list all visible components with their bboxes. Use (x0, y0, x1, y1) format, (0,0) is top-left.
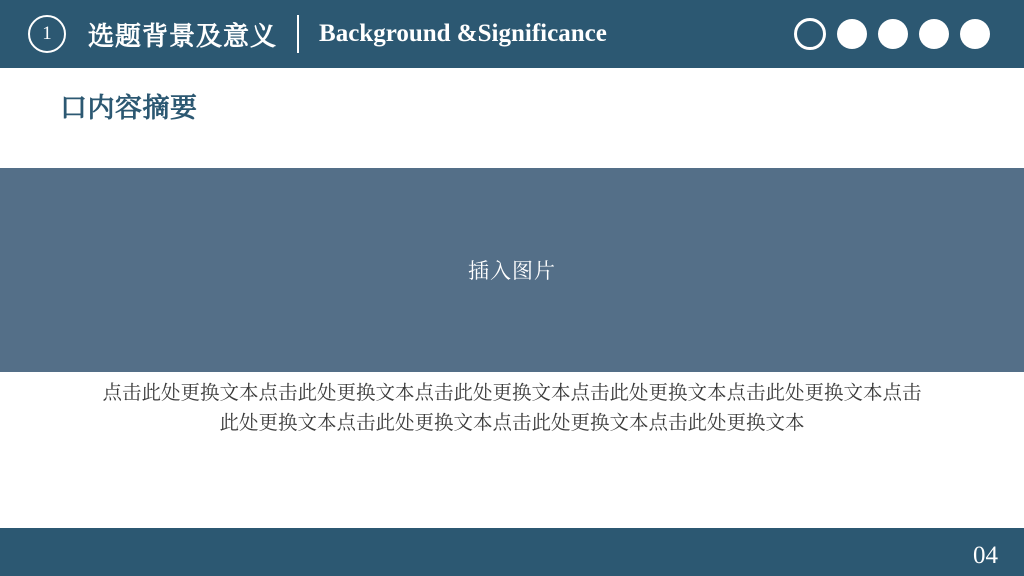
dot-indicator-1-active (794, 18, 826, 50)
slide-footer (0, 532, 1024, 576)
image-placeholder-label: 插入图片 (468, 260, 556, 283)
slide-header (0, 0, 1024, 68)
header-dot-indicators (794, 0, 990, 68)
dot-indicator-5 (960, 19, 990, 49)
image-placeholder[interactable] (0, 168, 1024, 372)
page-number: 04 (973, 542, 998, 569)
dot-indicator-4 (919, 19, 949, 49)
section-number-badge: 1 (28, 15, 66, 53)
dot-indicator-3 (878, 19, 908, 49)
header-title-english: Background &Significance (319, 20, 607, 47)
header-divider (297, 15, 299, 53)
body-paragraph: 点击此处更换文本点击此处更换文本点击此处更换文本点击此处更换文本点击此处更换文本点击此处更换文本点击此处更换文本点击此处更换文本点击此处更换文本 (102, 382, 922, 435)
header-title-chinese: 选题背景及意义 (88, 20, 278, 51)
dot-indicator-2 (837, 19, 867, 49)
content-subheading: 口内容摘要 (60, 93, 198, 123)
